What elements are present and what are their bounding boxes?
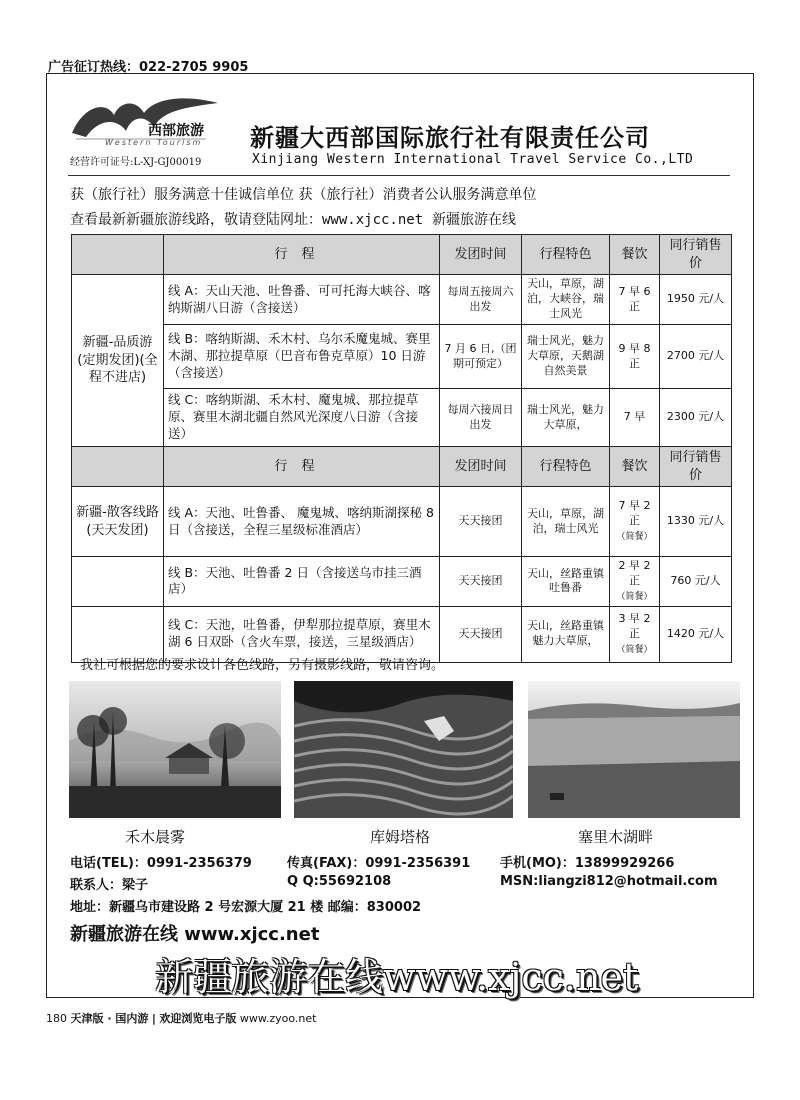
- header-depart: 发团时间: [440, 235, 522, 275]
- website-prefix: 查看最新新疆旅游线路，敬请登陆网址：: [70, 212, 322, 228]
- photo-hemu-fog: [69, 681, 281, 818]
- slogan-banner: 新疆旅游在线www.xjcc.net: [155, 955, 639, 999]
- contact-fax: 传真(FAX)：0991-2356391: [287, 856, 471, 871]
- table-row: [72, 325, 732, 389]
- page-footer: 180 天津版 · 国内游 | 欢迎浏览电子版 www.zyoo.net: [46, 1012, 317, 1025]
- meal-cell: 9 早 8 正: [610, 325, 660, 389]
- header-feature: 行程特色: [522, 447, 610, 487]
- price-cell: 1950 元/人: [660, 275, 732, 325]
- contact-address: 地址：新疆乌市建设路 2 号宏源大厦 21 楼 邮编：830002: [70, 900, 422, 915]
- depart-cell: 天天接团: [440, 557, 522, 607]
- tour-table: [71, 234, 732, 663]
- price-cell: 1330 元/人: [660, 487, 732, 557]
- feature-cell: 瑞士风光，魅力大草原，: [522, 389, 610, 447]
- category-quality: 新疆-品质游(定期发团)(全程不进店): [72, 275, 164, 447]
- header-divider: [68, 175, 730, 176]
- caption-hemu: 禾木晨雾: [125, 828, 186, 846]
- logo-subtitle: Western Tourism: [105, 138, 203, 147]
- meal-cell: 2 早 2 正 （简餐）: [610, 557, 660, 607]
- header-price: 同行销售价: [660, 447, 732, 487]
- feature-cell: 天山，草原，湖泊，瑞士风光: [522, 487, 610, 557]
- route-cell: 线 A：天山天池、吐鲁番、可可托海大峡谷、喀纳斯湖八日游（含接送）: [164, 275, 440, 325]
- feature-cell: 瑞士风光，魅力大草原，天鹅湖自然美景: [522, 325, 610, 389]
- caption-sayram: 塞里木湖畔: [578, 828, 654, 846]
- feature-cell: 天山，丝路重镇吐鲁番: [522, 557, 610, 607]
- contact-tel: 电话(TEL)：0991-2356379: [70, 856, 252, 871]
- website-line: [70, 209, 516, 229]
- caption-kumtag: 库姆塔格: [370, 828, 431, 846]
- browse-text: 欢迎浏览电子版: [159, 1012, 237, 1025]
- route-cell: 线 C：天池，吐鲁番，伊犁那拉提草原，赛里木湖 6 日双卧（含火车票，接送，三星级酒店）: [164, 606, 440, 662]
- footer-url[interactable]: www.zyoo.net: [239, 1012, 317, 1025]
- category-budget: 新疆-散客线路(天天发团): [72, 487, 164, 557]
- custom-route-note: 我社可根据您的要求设计各色线路，另有摄影线路，敬请咨询。: [80, 658, 445, 673]
- route-cell: 线 B：喀纳斯湖、禾木村、乌尔禾魔鬼城、赛里木湖、那拉提草原（巴音布鲁克草原）10 日游（含接送）: [164, 325, 440, 389]
- header-depart: 发团时间: [440, 447, 522, 487]
- header-feature: 行程特色: [522, 235, 610, 275]
- table-row: [72, 557, 732, 607]
- header-meal: 餐饮: [610, 235, 660, 275]
- website-suffix: 新疆旅游在线: [432, 212, 517, 228]
- table-header-row: [72, 447, 732, 487]
- photo-kumtag-dunes: [294, 681, 513, 818]
- depart-cell: 每周五接周六出发: [440, 275, 522, 325]
- price-cell: 2700 元/人: [660, 325, 732, 389]
- depart-cell: 天天接团: [440, 606, 522, 662]
- header-route: 行程: [164, 235, 440, 275]
- table-header-row: [72, 235, 732, 275]
- company-name-en: Xinjiang Western International Travel Service Co.,LTD: [252, 152, 694, 167]
- meal-cell: 3 早 2 正 （简餐）: [610, 606, 660, 662]
- price-cell: 760 元/人: [660, 557, 732, 607]
- header-price: 同行销售价: [660, 235, 732, 275]
- photo-sayram-lake: [528, 681, 740, 818]
- meal-cell: 7 早 2 正 （简餐）: [610, 487, 660, 557]
- feature-cell: 天山，丝路重镇魅力大草原，: [522, 606, 610, 662]
- meal-cell: 7 早: [610, 389, 660, 447]
- contact-qq: Q Q:55692108: [287, 874, 392, 889]
- depart-cell: 每周六接周日出发: [440, 389, 522, 447]
- feature-cell: 天山，草原，湖泊，大峡谷，瑞士风光: [522, 275, 610, 325]
- depart-cell: 7 月 6 日,（团期可预定）: [440, 325, 522, 389]
- ad-hotline: 广告征订热线：022-2705 9905: [48, 60, 249, 75]
- web-line[interactable]: 新疆旅游在线 www.xjcc.net: [70, 924, 320, 945]
- contact-mobile: 手机(MO)：13899929266: [500, 856, 675, 871]
- route-cell: 线 A：天池、吐鲁番、 魔鬼城、喀纳斯湖探秘 8 日（含接送，全程三星级标准酒店）: [164, 487, 440, 557]
- depart-cell: 天天接团: [440, 487, 522, 557]
- contact-person: 联系人：梁子: [70, 878, 149, 893]
- table-row: [72, 275, 732, 325]
- price-cell: 1420 元/人: [660, 606, 732, 662]
- logo-text: 西部旅游: [148, 123, 204, 139]
- meal-cell: 7 早 6 正: [610, 275, 660, 325]
- company-name-cn: 新疆大西部国际旅行社有限责任公司: [250, 124, 650, 152]
- price-cell: 2300 元/人: [660, 389, 732, 447]
- page-number: 180: [46, 1012, 67, 1025]
- header-route: 行程: [164, 447, 440, 487]
- edition: 天津版 · 国内游: [70, 1012, 149, 1025]
- contact-msn: MSN:liangzi812@hotmail.com: [500, 874, 718, 889]
- route-cell: 线 B：天池、吐鲁番 2 日（含接送乌市挂三酒店）: [164, 557, 440, 607]
- website-url[interactable]: www.xjcc.net: [322, 212, 424, 228]
- table-row: [72, 487, 732, 557]
- route-cell: 线 C：喀纳斯湖、禾木村、魔鬼城、那拉提草原、赛里木湖北疆自然风光深度八日游（含接送）: [164, 389, 440, 447]
- awards-line: 获（旅行社）服务满意十佳诚信单位 获（旅行社）消费者公认服务满意单位: [70, 187, 537, 203]
- table-row: [72, 389, 732, 447]
- header-meal: 餐饮: [610, 447, 660, 487]
- license-number: 经营许可证号:L-XJ-GJ00019: [70, 157, 202, 168]
